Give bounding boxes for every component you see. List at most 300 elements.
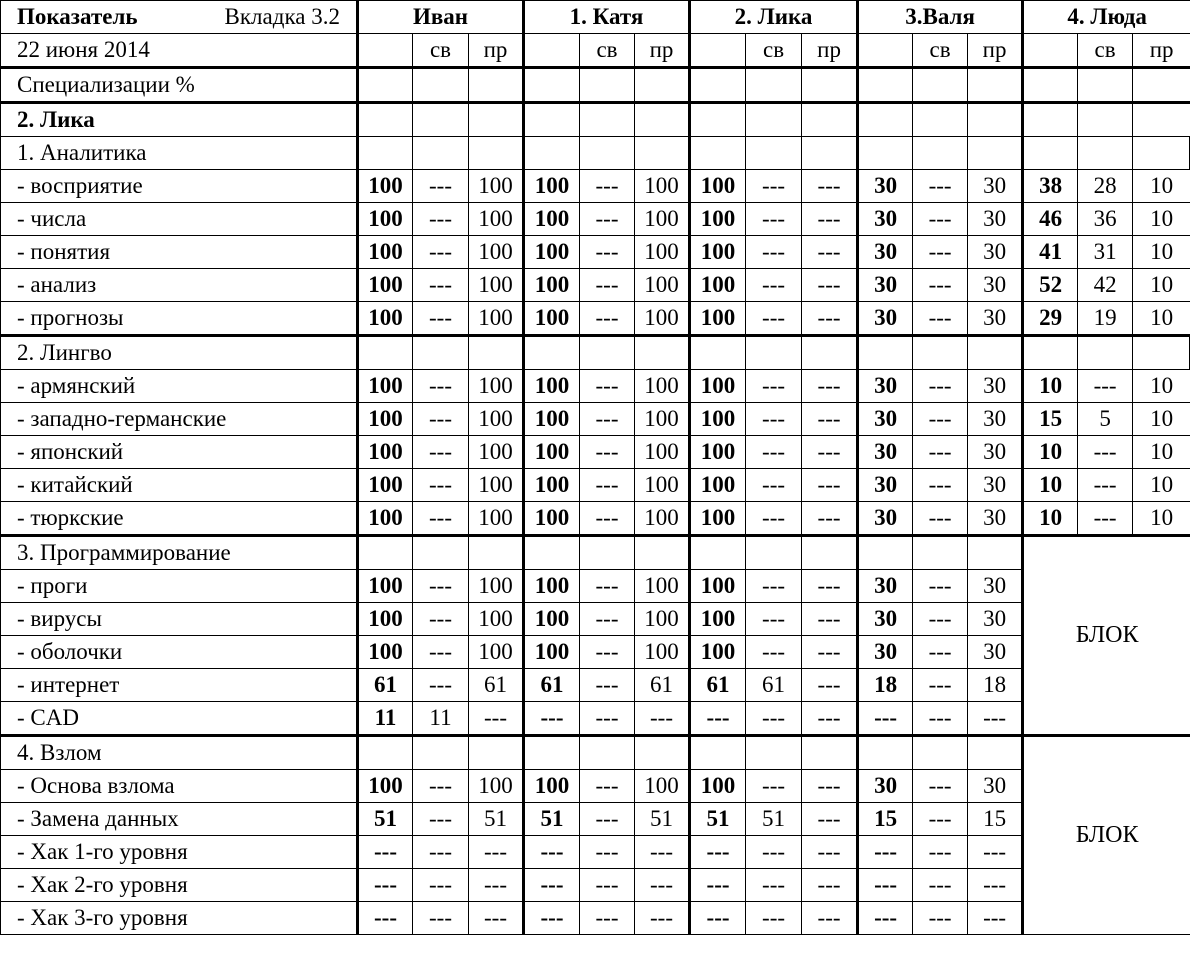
value-cell: 100 — [690, 203, 746, 236]
empty-cell — [968, 336, 1023, 370]
value-cell: 100 — [469, 469, 524, 502]
value-cell: --- — [913, 436, 968, 469]
value-cell: --- — [802, 803, 858, 836]
empty-cell — [746, 137, 802, 170]
value-cell: 10 — [1133, 302, 1190, 336]
empty-cell — [746, 336, 802, 370]
value-cell: 30 — [968, 236, 1023, 269]
value-cell: --- — [580, 236, 635, 269]
value-cell: 100 — [524, 570, 580, 603]
value-cell: --- — [913, 236, 968, 269]
empty-cell — [802, 536, 858, 570]
value-cell: 100 — [635, 370, 690, 403]
value-cell: --- — [413, 603, 469, 636]
value-cell: --- — [469, 702, 524, 736]
empty-cell — [413, 103, 469, 137]
table-row — [1, 702, 1190, 736]
empty-cell — [413, 536, 469, 570]
empty-cell — [635, 68, 690, 103]
value-cell: --- — [968, 902, 1023, 935]
value-cell: 100 — [524, 170, 580, 203]
value-cell: --- — [913, 203, 968, 236]
value-cell: 51 — [635, 803, 690, 836]
value-cell: 100 — [635, 469, 690, 502]
value-cell: 61 — [469, 669, 524, 702]
row-label: - проги — [1, 570, 358, 603]
column-valya: 3.Валя — [858, 1, 1023, 34]
value-cell: 100 — [358, 370, 413, 403]
value-cell: --- — [690, 702, 746, 736]
value-cell: 100 — [358, 436, 413, 469]
table-row — [1, 836, 1190, 869]
empty-cell — [1133, 336, 1190, 370]
value-cell: 100 — [690, 170, 746, 203]
sub-pr: пр — [469, 34, 524, 68]
value-cell: 15 — [1023, 403, 1078, 436]
value-cell: 100 — [358, 502, 413, 536]
empty-cell — [858, 68, 913, 103]
value-cell: --- — [913, 170, 968, 203]
value-cell: --- — [469, 836, 524, 869]
value-cell: 100 — [524, 236, 580, 269]
empty-cell — [746, 103, 802, 137]
value-cell: --- — [358, 869, 413, 902]
empty-cell — [635, 103, 690, 137]
empty-cell — [858, 736, 913, 770]
value-cell: 100 — [524, 603, 580, 636]
table-row — [1, 302, 1190, 336]
row-label: - интернет — [1, 669, 358, 702]
value-cell: --- — [913, 636, 968, 669]
column-lika: 2. Лика — [690, 1, 858, 34]
value-cell: --- — [968, 836, 1023, 869]
row-label: - понятия — [1, 236, 358, 269]
value-cell: 30 — [968, 570, 1023, 603]
empty-cell — [580, 103, 635, 137]
value-cell: 100 — [358, 636, 413, 669]
empty-cell — [358, 137, 413, 170]
value-cell: --- — [858, 869, 913, 902]
row-label: - китайский — [1, 469, 358, 502]
value-cell: --- — [413, 403, 469, 436]
value-cell: 100 — [358, 269, 413, 302]
value-cell: --- — [913, 902, 968, 935]
table-row — [1, 902, 1190, 935]
row-label: - числа — [1, 203, 358, 236]
empty-cell — [1078, 137, 1133, 170]
group-title: 2. Лингво — [1, 336, 358, 370]
empty-cell — [858, 336, 913, 370]
value-cell: --- — [413, 902, 469, 935]
group-title-row — [1, 536, 1190, 570]
column-katya: 1. Катя — [524, 1, 690, 34]
table-row — [1, 269, 1190, 302]
value-cell: --- — [635, 702, 690, 736]
row-label: - восприятие — [1, 170, 358, 203]
value-cell: 10 — [1133, 269, 1190, 302]
empty-cell — [580, 736, 635, 770]
value-cell: 46 — [1023, 203, 1078, 236]
value-cell: --- — [802, 836, 858, 869]
table-row — [1, 502, 1190, 536]
row-label: - тюркские — [1, 502, 358, 536]
table-body — [1, 1, 1190, 935]
empty-cell — [802, 103, 858, 137]
empty-cell — [358, 68, 413, 103]
group-title-row — [1, 736, 1190, 770]
value-cell: --- — [580, 902, 635, 935]
value-cell: --- — [858, 836, 913, 869]
value-cell: 30 — [858, 502, 913, 536]
empty-cell — [913, 736, 968, 770]
empty-cell — [1023, 137, 1078, 170]
empty-cell — [524, 736, 580, 770]
empty-cell — [524, 536, 580, 570]
value-cell: --- — [413, 302, 469, 336]
value-cell: 51 — [746, 803, 802, 836]
empty-cell — [1023, 68, 1078, 103]
empty-cell — [913, 103, 968, 137]
value-cell: --- — [580, 370, 635, 403]
value-cell: 10 — [1133, 370, 1190, 403]
value-cell: 11 — [413, 702, 469, 736]
empty-cell — [913, 137, 968, 170]
value-cell: --- — [580, 170, 635, 203]
value-cell: --- — [413, 236, 469, 269]
value-cell: --- — [524, 836, 580, 869]
empty-cell — [413, 68, 469, 103]
sub-sv: св — [413, 34, 469, 68]
value-cell: --- — [968, 869, 1023, 902]
value-cell: 31 — [1078, 236, 1133, 269]
column-lyuda: 4. Люда — [1023, 1, 1190, 34]
value-cell: 30 — [858, 436, 913, 469]
table-row — [1, 403, 1190, 436]
value-cell: 100 — [524, 403, 580, 436]
empty-cell — [1023, 103, 1078, 137]
empty-cell — [635, 137, 690, 170]
value-cell: --- — [524, 869, 580, 902]
value-cell: 30 — [858, 203, 913, 236]
value-cell: --- — [413, 370, 469, 403]
value-cell: 30 — [968, 302, 1023, 336]
value-cell: 30 — [858, 469, 913, 502]
value-cell: 51 — [690, 803, 746, 836]
empty-cell — [1133, 68, 1190, 103]
value-cell: --- — [524, 902, 580, 935]
empty-cell — [580, 536, 635, 570]
empty-cell — [968, 137, 1023, 170]
empty-cell — [469, 137, 524, 170]
table-row — [1, 803, 1190, 836]
value-cell: 51 — [358, 803, 413, 836]
tab-label: Вкладка 3.2 — [224, 4, 340, 29]
value-cell: --- — [802, 636, 858, 669]
value-cell: 52 — [1023, 269, 1078, 302]
value-cell: 100 — [358, 770, 413, 803]
empty-cell — [858, 103, 913, 137]
group-title: 3. Программирование — [1, 536, 358, 570]
empty-cell — [413, 736, 469, 770]
value-cell: --- — [469, 869, 524, 902]
value-cell: --- — [358, 902, 413, 935]
value-cell: 30 — [968, 770, 1023, 803]
value-cell: 100 — [635, 170, 690, 203]
table-row — [1, 469, 1190, 502]
value-cell: --- — [746, 403, 802, 436]
value-cell: --- — [413, 803, 469, 836]
value-cell: --- — [802, 570, 858, 603]
value-cell: 100 — [635, 302, 690, 336]
value-cell: --- — [858, 702, 913, 736]
empty-cell — [358, 103, 413, 137]
value-cell: 100 — [690, 370, 746, 403]
value-cell: --- — [413, 636, 469, 669]
sub-pr: пр — [635, 34, 690, 68]
value-cell: 30 — [968, 403, 1023, 436]
sub-sv: св — [580, 34, 635, 68]
value-cell: 61 — [635, 669, 690, 702]
value-cell: 30 — [858, 370, 913, 403]
value-cell: 10 — [1023, 469, 1078, 502]
value-cell: 61 — [690, 669, 746, 702]
table-row — [1, 570, 1190, 603]
sub-pr: пр — [802, 34, 858, 68]
value-cell: 30 — [858, 236, 913, 269]
value-cell: --- — [913, 502, 968, 536]
value-cell: 10 — [1133, 469, 1190, 502]
value-cell: 100 — [690, 302, 746, 336]
value-cell: --- — [802, 403, 858, 436]
value-cell: 100 — [690, 269, 746, 302]
value-cell: 30 — [858, 603, 913, 636]
value-cell: --- — [746, 636, 802, 669]
value-cell: --- — [802, 436, 858, 469]
group-title-row — [1, 137, 1190, 170]
value-cell: --- — [413, 469, 469, 502]
value-cell: 10 — [1133, 502, 1190, 536]
empty-cell — [469, 336, 524, 370]
empty-cell — [469, 103, 524, 137]
value-cell: --- — [968, 702, 1023, 736]
value-cell: --- — [413, 770, 469, 803]
value-cell: 30 — [968, 203, 1023, 236]
value-cell: --- — [746, 170, 802, 203]
table-row — [1, 370, 1190, 403]
empty-cell — [358, 536, 413, 570]
value-cell: --- — [913, 302, 968, 336]
empty-cell — [690, 68, 746, 103]
empty-cell — [746, 736, 802, 770]
empty-cell — [968, 736, 1023, 770]
value-cell: 30 — [968, 636, 1023, 669]
report-date: 22 июня 2014 — [1, 34, 358, 68]
value-cell: 5 — [1078, 403, 1133, 436]
value-cell: --- — [746, 836, 802, 869]
empty-cell — [524, 137, 580, 170]
value-cell: --- — [802, 370, 858, 403]
empty-cell — [690, 137, 746, 170]
value-cell: --- — [413, 502, 469, 536]
value-cell: --- — [802, 603, 858, 636]
value-cell: 30 — [968, 370, 1023, 403]
value-cell: --- — [746, 370, 802, 403]
value-cell: 15 — [968, 803, 1023, 836]
sub-pr: пр — [1133, 34, 1190, 68]
value-cell: 100 — [635, 269, 690, 302]
value-cell: --- — [469, 902, 524, 935]
empty-cell — [913, 68, 968, 103]
empty-cell — [635, 336, 690, 370]
empty-cell — [968, 103, 1023, 137]
value-cell: --- — [913, 370, 968, 403]
empty-cell — [968, 536, 1023, 570]
empty-cell — [580, 68, 635, 103]
value-cell: 30 — [968, 502, 1023, 536]
value-cell: --- — [802, 302, 858, 336]
value-cell: 100 — [635, 203, 690, 236]
blok-label: БЛОК — [1023, 736, 1190, 935]
value-cell: --- — [524, 702, 580, 736]
value-cell: 51 — [469, 803, 524, 836]
value-cell: --- — [746, 302, 802, 336]
value-cell: 100 — [524, 370, 580, 403]
row-label: 2. Лика — [1, 103, 358, 137]
value-cell: --- — [802, 869, 858, 902]
value-cell: --- — [580, 302, 635, 336]
empty-cell — [524, 336, 580, 370]
empty-cell — [690, 536, 746, 570]
value-cell: --- — [913, 836, 968, 869]
value-cell: --- — [580, 702, 635, 736]
value-cell: --- — [580, 770, 635, 803]
value-cell: 30 — [858, 636, 913, 669]
empty-cell — [1023, 336, 1078, 370]
value-cell: 100 — [469, 436, 524, 469]
value-cell: --- — [913, 803, 968, 836]
value-cell: 100 — [635, 436, 690, 469]
empty-cell — [524, 68, 580, 103]
value-cell: 100 — [524, 469, 580, 502]
value-cell: 100 — [358, 302, 413, 336]
empty-cell — [746, 536, 802, 570]
value-cell: --- — [690, 836, 746, 869]
value-cell: 100 — [469, 203, 524, 236]
value-cell: 30 — [968, 469, 1023, 502]
empty-cell — [1133, 137, 1190, 170]
value-cell: 100 — [524, 770, 580, 803]
value-cell: 30 — [968, 170, 1023, 203]
value-cell: 19 — [1078, 302, 1133, 336]
value-cell: 30 — [858, 302, 913, 336]
value-cell: --- — [802, 669, 858, 702]
value-cell: 100 — [524, 502, 580, 536]
value-cell: 10 — [1133, 403, 1190, 436]
value-cell: 100 — [469, 403, 524, 436]
row-label: - CAD — [1, 702, 358, 736]
value-cell: --- — [802, 902, 858, 935]
value-cell: --- — [913, 403, 968, 436]
value-cell: 100 — [690, 502, 746, 536]
indicator-header — [1, 1, 358, 34]
value-cell: --- — [802, 203, 858, 236]
value-cell: 100 — [635, 570, 690, 603]
empty-cell — [1078, 68, 1133, 103]
value-cell: 100 — [690, 236, 746, 269]
empty-cell — [968, 68, 1023, 103]
table-row — [1, 203, 1190, 236]
value-cell: 18 — [968, 669, 1023, 702]
empty-cell — [469, 536, 524, 570]
row-label: - японский — [1, 436, 358, 469]
empty-cell — [358, 336, 413, 370]
value-cell: --- — [413, 570, 469, 603]
row-label: - Хак 2-го уровня — [1, 869, 358, 902]
value-cell: --- — [413, 436, 469, 469]
value-cell: 100 — [635, 603, 690, 636]
empty-cell — [413, 336, 469, 370]
value-cell: 10 — [1133, 236, 1190, 269]
value-cell: 100 — [690, 403, 746, 436]
value-cell: --- — [413, 836, 469, 869]
blok-label: БЛОК — [1023, 536, 1190, 736]
value-cell: --- — [802, 236, 858, 269]
value-cell: 100 — [358, 469, 413, 502]
row-label: - анализ — [1, 269, 358, 302]
value-cell: --- — [913, 770, 968, 803]
empty-cell — [469, 736, 524, 770]
empty-cell — [802, 68, 858, 103]
value-cell: 10 — [1023, 436, 1078, 469]
value-cell: --- — [1078, 436, 1133, 469]
value-cell: 100 — [469, 269, 524, 302]
value-cell: 38 — [1023, 170, 1078, 203]
value-cell: --- — [635, 869, 690, 902]
value-cell: --- — [802, 170, 858, 203]
value-cell: --- — [413, 869, 469, 902]
value-cell: 10 — [1023, 370, 1078, 403]
value-cell: --- — [913, 603, 968, 636]
table-row — [1, 603, 1190, 636]
row-label: - армянский — [1, 370, 358, 403]
empty-cell — [1133, 103, 1190, 137]
value-cell: --- — [746, 770, 802, 803]
value-cell: 100 — [635, 236, 690, 269]
group-title: 1. Аналитика — [1, 137, 358, 170]
value-cell: --- — [913, 702, 968, 736]
empty-cell — [690, 736, 746, 770]
value-cell: 36 — [1078, 203, 1133, 236]
sub-sv: св — [913, 34, 968, 68]
empty-cell — [746, 68, 802, 103]
value-cell: 100 — [524, 436, 580, 469]
value-cell: 100 — [690, 570, 746, 603]
table-row — [1, 669, 1190, 702]
value-cell: --- — [580, 269, 635, 302]
value-cell: 100 — [469, 770, 524, 803]
value-cell: --- — [746, 269, 802, 302]
header-row-sub — [1, 34, 1190, 68]
empty-cell — [690, 336, 746, 370]
value-cell: --- — [802, 770, 858, 803]
value-cell: --- — [746, 603, 802, 636]
value-cell: --- — [690, 869, 746, 902]
value-cell: 100 — [690, 770, 746, 803]
value-cell: 100 — [469, 236, 524, 269]
value-cell: --- — [358, 836, 413, 869]
value-cell: 100 — [358, 170, 413, 203]
empty-cell — [1078, 103, 1133, 137]
